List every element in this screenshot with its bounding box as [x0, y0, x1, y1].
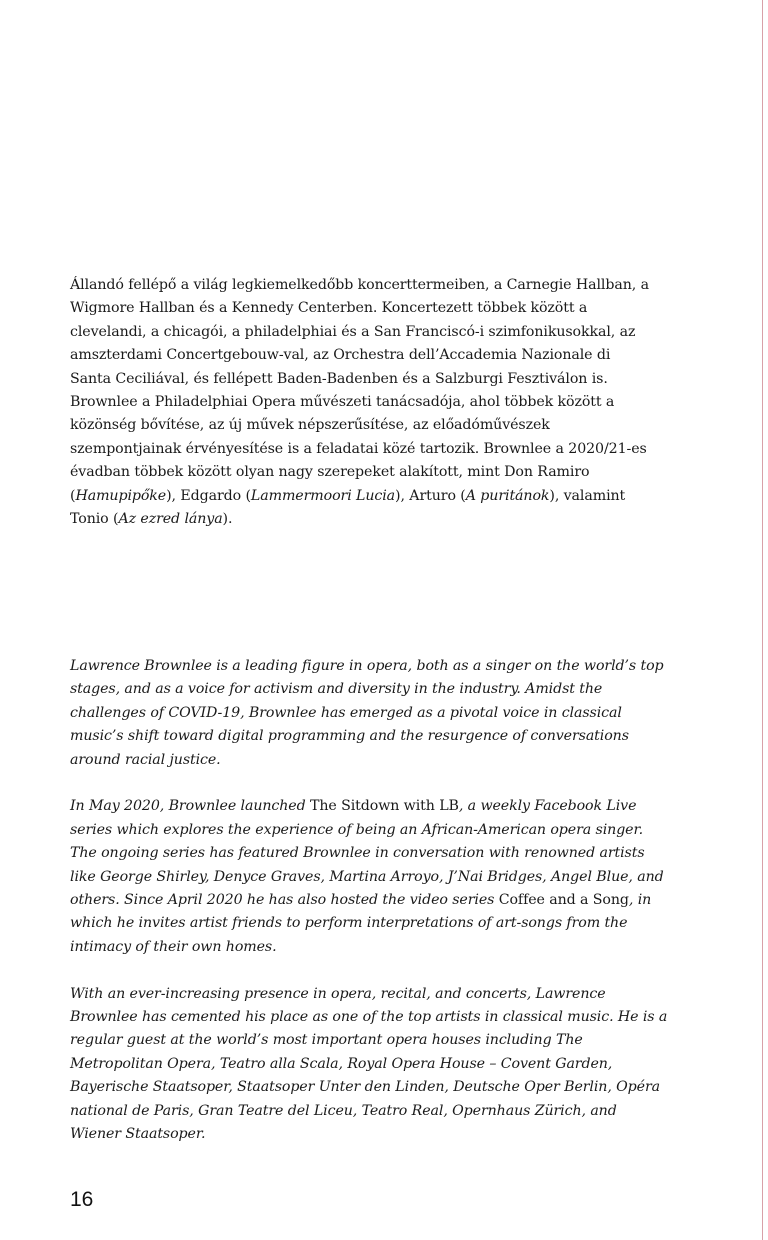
- en-p2-text-a: In May 2020, Brownlee launched: [70, 798, 310, 815]
- hu-title-lucia: Lammermoori Lucia: [250, 487, 396, 504]
- en-p2-text-e: , in which he invites artist friends to perform interpretations of art-songs from the intimacy of their own homes.: [70, 892, 652, 955]
- hu-text-1: Állandó fellépő a világ legkiemelkedőbb koncerttermeiben, a Carnegie Hallban, a Wigmore Hallban és a Kennedy Centerben. Koncertezett többek között a clevelandi, a chicagói, a philadelphiai és a San Franciscó-i szimfonikusokkal, az amszterdami Concertgebouw-val, az Orchestra dell’Accademia Nazionale di Santa Ceciliával, és fellépett Baden-Badenben és a Salzburgi Fesztiválon is. Brownlee a Philadelphiai Opera művészeti tanácsadója, ahol többek között a közönség bővítése, az új művek népszerűsítése, az előadóművészek szempontjainak érvényesítése is a feladatai közé tartozik. Brownlee a 2020/21-es évadban többek között olyan nagy szerepeket alakított, mint Don Ramiro (: [70, 277, 649, 504]
- hu-text-3: ), Arturo (: [395, 487, 466, 504]
- hu-text-2: ), Edgardo (: [166, 487, 251, 504]
- en-series-title-sitdown: The Sitdown with LB: [310, 798, 459, 815]
- hu-title-puritanok: A puritánok: [465, 487, 550, 504]
- english-paragraph-3: With an ever-increasing presence in opera, recital, and concerts, Lawrence Brownlee has cemented his place as one of the top artists in classical music. He is a regular guest at the world’s most important opera houses including The Metropolitan Opera, Teatro alla Scala, Royal Opera House – Covent Garden, Bayerische Staatsoper, Staatsoper Unter den Linden, Deutsche Oper Berlin, Opéra national de Paris, Gran Teatre del Liceu, Teatro Real, Opernhaus Zürich, and Wiener Staatsoper.: [70, 985, 668, 1143]
- en-series-title-coffee: Coffee and a Song: [498, 892, 629, 909]
- page-edge-line: [762, 0, 763, 1240]
- hu-title-ezred-lanya: Az ezred lánya: [118, 511, 223, 528]
- hu-text-5: ).: [222, 511, 233, 528]
- hungarian-paragraph: [70, 274, 650, 531]
- en-p2-text-c: , a weekly Facebook Live series which explores the experience of being an African-American opera singer. The ongoing series has featured Brownlee in conversation with renowned artists like George Shirley, Denyce Graves, Martina Arroyo, J’Nai Bridges, Angel Blue, and others. Since April 2020 he has also hosted the video series: [70, 798, 664, 909]
- hu-title-hamupipoke: Hamupipőke: [75, 487, 167, 504]
- english-bio: [70, 655, 670, 1170]
- english-paragraph-1: Lawrence Brownlee is a leading figure in opera, both as a singer on the world’s top stages, and as a voice for activism and diversity in the industry. Amidst the challenges of COVID-19, Brownlee has emerged as a pivotal voice in classical music’s shift toward digital programming and the resurgence of conversations around racial justice.: [70, 658, 664, 768]
- english-paragraph-2: [70, 795, 670, 959]
- hungarian-bio: [70, 274, 650, 531]
- page-number: 16: [70, 1188, 94, 1211]
- hu-text-4: ), valamint Tonio (: [70, 487, 626, 528]
